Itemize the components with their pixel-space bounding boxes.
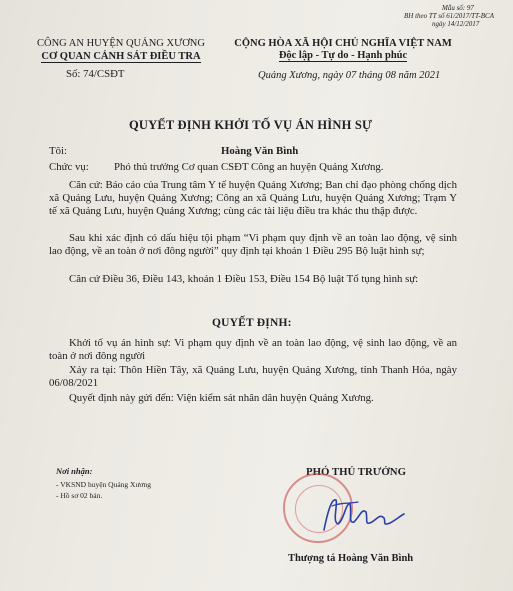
paragraph-prosecution: Khởi tố vụ án hình sự: Vi phạm quy định về an toàn lao động, vệ sinh lao động, về an toàn ở nơi đông người xyxy=(49,337,457,362)
date-line: Quảng Xương, ngày 07 tháng 08 năm 2021 xyxy=(258,70,441,81)
agency-header xyxy=(18,37,224,63)
recipient-item: - VKSND huyện Quảng Xương xyxy=(56,480,151,489)
toi-label: Tôi: xyxy=(49,145,67,157)
recipient-item: - Hồ sơ 02 bản. xyxy=(56,491,103,500)
paragraph-location: Xảy ra tại: Thôn Hiền Tây, xã Quảng Lưu, huyện Quảng Xương, tỉnh Thanh Hóa, ngày 06/08/2021 xyxy=(49,364,457,389)
paragraph-legal-basis: Căn cứ Điều 36, Điều 143, khoản 1 Điều 153, Điều 154 Bộ luật Tố tụng hình sự: xyxy=(69,273,419,285)
paragraph-crime-signs: Sau khi xác định có dấu hiệu tội phạm “Vi phạm quy định về an toàn lao động, vệ sinh lao động, về an toàn ở nơi đông người” quy định tại khoản 1 Điều 295 Bộ luật hình sự; xyxy=(49,232,457,257)
decision-heading: QUYẾT ĐỊNH: xyxy=(212,317,292,329)
signature-title: PHÓ THỦ TRƯỞNG xyxy=(306,466,406,478)
signer-name: Thượng tá Hoàng Văn Bình xyxy=(288,553,414,564)
national-title: CỘNG HÒA XÃ HỘI CHỦ NGHĨA VIỆT NAM xyxy=(234,38,452,49)
chucvu-value: Phó thủ trưởng Cơ quan CSĐT Công an huyện Quảng Xương. xyxy=(114,161,384,173)
paragraph-sent-to: Quyết định này gửi đến: Viện kiểm sát nhân dân huyện Quảng Xương. xyxy=(69,392,374,404)
form-note-line2: BH theo TT số 61/2017/TT-BCA xyxy=(404,12,494,20)
form-note xyxy=(404,4,494,28)
chucvu-label: Chức vụ: xyxy=(49,161,89,173)
toi-name: Hoàng Văn Bình xyxy=(221,145,299,157)
form-note-line1: Mẫu số: 97 xyxy=(442,4,474,12)
document-title: QUYẾT ĐỊNH KHỞI TỐ VỤ ÁN HÌNH SỰ xyxy=(129,118,373,132)
paragraph-grounds: Căn cứ: Báo cáo của Trung tâm Y tế huyện Quảng Xương; Ban chỉ đạo phòng chống dịch xã Quảng Lưu, huyện Quảng Xương; Công an xã Quảng Lưu, huyện Quảng Xương; Trạm Y tế xã Quảng Lưu, huyện Quảng Xương; cùng các tài liệu điều tra khác thu thập được. xyxy=(49,179,457,217)
recipients-label: Nơi nhận: xyxy=(56,466,93,476)
form-note-line3: ngày 14/12/2017 xyxy=(432,20,480,28)
agency-parent: CÔNG AN HUYỆN QUẢNG XƯƠNG xyxy=(37,38,205,49)
document-number: Số: 74/CSĐT xyxy=(66,68,125,80)
agency-name: CƠ QUAN CẢNH SÁT ĐIỀU TRA xyxy=(41,51,201,62)
national-motto: Độc lập - Tự do - Hạnh phúc xyxy=(278,50,408,61)
recipients xyxy=(56,466,151,501)
handwritten-signature xyxy=(318,490,408,540)
